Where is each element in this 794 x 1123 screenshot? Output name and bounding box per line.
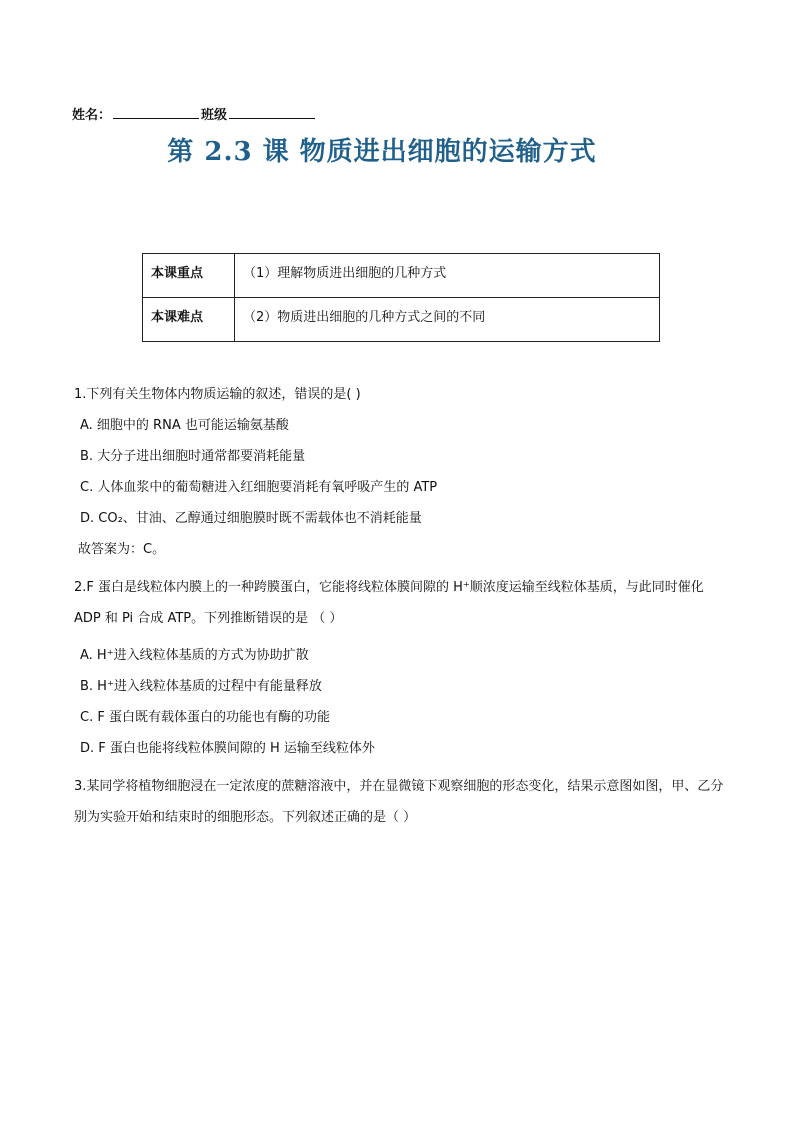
page-title: 第 2.3 课 物质进出细胞的运输方式 xyxy=(167,137,597,167)
difficulty-content: （2）物质进出细胞的几种方式之间的不同 xyxy=(235,298,660,342)
question-1-answer: 故答案为：C。 xyxy=(78,542,166,557)
keypoint-label: 本课重点 xyxy=(143,254,235,298)
question-2-stem: 2.F 蛋白是线粒体内膜上的一种跨膜蛋白，它能将线粒体膜间隙的 H⁺顺浓度运输至线粒体基质，与此同时催化 ADP 和 Pi 合成 ATP。下列推断错误的是 （ ） xyxy=(74,580,704,626)
name-blank[interactable] xyxy=(113,106,199,119)
table-row xyxy=(143,254,660,298)
student-info-line xyxy=(72,104,315,123)
question-1-option-d: D. CO₂、甘油、乙醇通过细胞膜时既不需载体也不消耗能量 xyxy=(80,511,422,526)
question-1-option-b: B. 大分子进出细胞时通常都要消耗能量 xyxy=(80,449,306,464)
question-2-option-a: A. H⁺进入线粒体基质的方式为协助扩散 xyxy=(80,648,309,663)
question-1-option-a: A. 细胞中的 RNA 也可能运输氨基酸 xyxy=(80,418,289,433)
class-label: 班级 xyxy=(201,108,228,123)
question-2-option-c: C. F 蛋白既有载体蛋白的功能也有酶的功能 xyxy=(80,710,330,725)
class-blank[interactable] xyxy=(229,106,315,119)
lesson-keypoints-table xyxy=(142,253,660,342)
name-label: 姓名： xyxy=(72,108,112,123)
question-1-option-c: C. 人体血浆中的葡萄糖进入红细胞要消耗有氧呼吸产生的 ATP xyxy=(80,480,438,495)
keypoint-content: （1）理解物质进出细胞的几种方式 xyxy=(235,254,660,298)
question-list xyxy=(74,386,734,846)
question-1-stem: 1.下列有关生物体内物质运输的叙述，错误的是( ) xyxy=(74,387,361,402)
table-row xyxy=(143,298,660,342)
question-2-option-d: D. F 蛋白也能将线粒体膜间隙的 H 运输至线粒体外 xyxy=(80,741,375,756)
difficulty-label: 本课难点 xyxy=(143,298,235,342)
question-3-stem: 3.某同学将植物细胞浸在一定浓度的蔗糖溶液中，并在显微镜下观察细胞的形态变化，结果示意图如图，甲、乙分别为实验开始和结束时的细胞形态。下列叙述正确的是（ ） xyxy=(74,779,724,825)
question-2-option-b: B. H⁺进入线粒体基质的过程中有能量释放 xyxy=(80,679,322,694)
